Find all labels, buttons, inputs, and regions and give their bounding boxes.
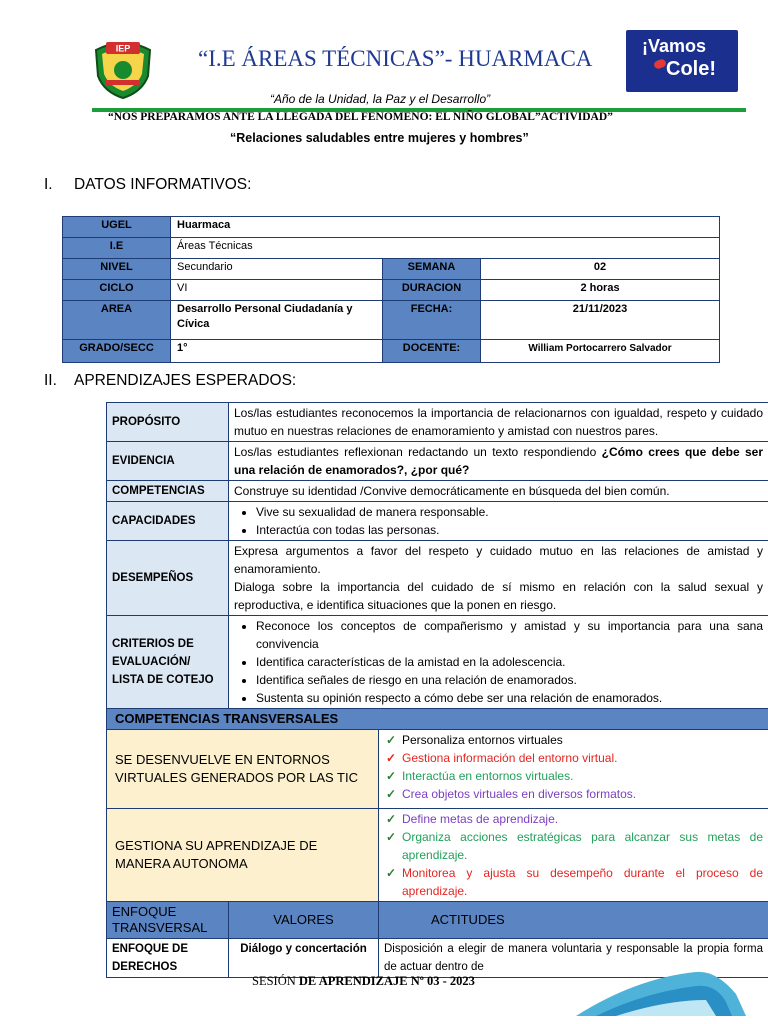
- autonomous-competency-items: [379, 809, 768, 902]
- list-item: [386, 810, 763, 828]
- checkmark-icon: ✓: [386, 769, 397, 783]
- year-motto: “Año de la Unidad, la Paz y el Desarrollo”: [270, 92, 491, 106]
- desempenos-value: [229, 541, 768, 616]
- section-2-heading: [44, 372, 296, 390]
- tic-competency-label: SE DESENVUELVE EN ENTORNOS VIRTUALES GENERADOS POR LAS TIC: [107, 730, 379, 809]
- competencias-transversales-band: COMPETENCIAS TRANSVERSALES: [107, 709, 768, 730]
- tic-item-text: Interactúa en entornos virtuales.: [402, 769, 574, 783]
- ciclo-value: VI: [171, 280, 383, 301]
- list-item: • Interactúa con todas las personas.: [256, 521, 763, 539]
- fecha-value: 21/11/2023: [481, 301, 720, 340]
- footer-prefix: SESIÓN: [252, 974, 299, 988]
- desempenos-label: DESEMPEÑOS: [107, 541, 229, 616]
- auto-item-text: Organiza acciones estratégicas para alcanzar sus metas de aprendizaje.: [402, 830, 764, 862]
- table-row: [63, 238, 720, 259]
- checkmark-icon: ✓: [386, 830, 397, 844]
- table-row: [107, 442, 768, 481]
- tic-item-text: Gestiona información del entorno virtual.: [402, 751, 618, 765]
- criterios-label-line: EVALUACIÓN/: [112, 656, 191, 668]
- checkmark-icon: ✓: [386, 866, 397, 880]
- table-row: [107, 481, 768, 502]
- criterios-value: [229, 616, 768, 709]
- enfoque-value: ENFOQUE DE DERECHOS: [107, 939, 229, 978]
- semana-value: 02: [481, 259, 720, 280]
- list-item: • Vive su sexualidad de manera responsable.: [256, 503, 763, 521]
- vamos-al-cole-logo: [626, 30, 738, 92]
- fecha-label: FECHA:: [383, 301, 481, 340]
- ie-label: I.E: [63, 238, 171, 259]
- section-2-number: II.: [44, 372, 57, 389]
- competencias-value: Construye su identidad /Convive democráticamente en búsqueda del bien común.: [229, 481, 768, 502]
- table-row: [107, 403, 768, 442]
- section-1-heading: [44, 176, 251, 194]
- table-row: [107, 809, 768, 902]
- table-row: [63, 259, 720, 280]
- ugel-label: UGEL: [63, 217, 171, 238]
- nivel-label: NIVEL: [63, 259, 171, 280]
- table-row: [63, 280, 720, 301]
- list-item: [386, 864, 764, 900]
- list-item: • Reconoce los conceptos de compañerismo y amistad y su importancia para una sana convivencia: [256, 617, 763, 653]
- table-row: [107, 730, 768, 809]
- ugel-value: Huarmaca: [171, 217, 720, 238]
- grado-value: 1°: [171, 340, 383, 363]
- table-row: [107, 616, 768, 709]
- list-item: [386, 828, 764, 864]
- evidencia-label: EVIDENCIA: [107, 442, 229, 481]
- autonomous-competency-label: GESTIONA SU APRENDIZAJE DE MANERA AUTONOMA: [107, 809, 379, 902]
- tic-list: [384, 731, 763, 803]
- mountain-decoration-icon: [576, 968, 746, 1018]
- vamos-logo-line2: Cole!: [666, 58, 716, 80]
- list-item: • Identifica características de la amistad en la adolescencia.: [256, 653, 763, 671]
- autonomous-list: [384, 810, 763, 900]
- crest-text: IEP: [115, 43, 131, 54]
- auto-item-text: Define metas de aprendizaje.: [402, 812, 559, 826]
- criterios-label-line: CRITERIOS DE: [112, 638, 194, 650]
- activity-subtitle: “Relaciones saludables entre mujeres y hombres”: [230, 131, 529, 145]
- ciclo-label: CICLO: [63, 280, 171, 301]
- table-row: [107, 541, 768, 616]
- tic-item-text: Personaliza entornos virtuales: [402, 733, 563, 747]
- ie-value: Áreas Técnicas: [171, 238, 720, 259]
- info-table: [62, 216, 720, 363]
- proposito-label: PROPÓSITO: [107, 403, 229, 442]
- docente-label: DOCENTE:: [383, 340, 481, 363]
- criterios-label: [107, 616, 229, 709]
- docente-value: William Portocarrero Salvador: [481, 340, 720, 363]
- nivel-value: Secundario: [171, 259, 383, 280]
- list-item: [386, 785, 763, 803]
- list-item: [386, 731, 763, 749]
- section-2-title: APRENDIZAJES ESPERADOS:: [74, 372, 297, 389]
- list-item: [386, 749, 763, 767]
- semana-label: SEMANA: [383, 259, 481, 280]
- table-row: [107, 709, 768, 730]
- area-value: Desarrollo Personal Ciudadanía y Cívica: [171, 301, 383, 340]
- capacidades-value: [229, 502, 768, 541]
- valores-column-header: VALORES: [229, 902, 379, 939]
- list-item: [386, 767, 763, 785]
- criterios-label-line: LISTA DE COTEJO: [112, 674, 214, 686]
- auto-item-text: Monitorea y ajusta su desempeño durante el proceso de aprendizaje.: [402, 866, 764, 898]
- school-crest-logo: [92, 36, 154, 100]
- evidencia-question: ¿Cómo crees que debe ser una relación de enamorados?, ¿por qué?: [234, 445, 764, 477]
- actitudes-column-header: ACTITUDES: [379, 902, 768, 939]
- desempeno-1: Expresa argumentos a favor del respeto y cuidado mutuo en las relaciones de amistad y enamoramiento.: [234, 544, 764, 576]
- proposito-value: Los/las estudiantes reconocemos la importancia de relacionarnos con igualdad, respeto y cuidado mutuo en nuestras relaciones de enamoramiento y amistad con nuestros pares.: [229, 403, 768, 442]
- list-item: • Identifica señales de riesgo en una relación de enamorados.: [256, 671, 763, 689]
- table-row: [63, 340, 720, 363]
- checkmark-icon: ✓: [386, 787, 397, 801]
- checkmark-icon: ✓: [386, 751, 397, 765]
- area-label: AREA: [63, 301, 171, 340]
- evidencia-value: [229, 442, 768, 481]
- table-row: [63, 301, 720, 340]
- footer-session-number: DE APRENDIZAJE Nº 03 - 2023: [298, 974, 475, 988]
- criterios-list: [234, 617, 763, 707]
- section-1-title: DATOS INFORMATIVOS:: [74, 176, 252, 193]
- enfoque-column-header: ENFOQUE TRANSVERSAL: [107, 902, 229, 939]
- checkmark-icon: ✓: [386, 812, 397, 826]
- grado-label: GRADO/SECC: [63, 340, 171, 363]
- desempeno-2: Dialoga sobre la importancia del cuidado de sí mismo en relación con la salud sexual y reproductiva, e identifica situaciones que la ponen en riesgo.: [234, 580, 764, 612]
- evidencia-text: Los/las estudiantes reflexionan redactando un texto respondiendo: [234, 445, 602, 459]
- table-row: [107, 902, 768, 939]
- activity-title: “NOS PREPARAMOS ANTE LA LLEGADA DEL FENOMENO: EL NIÑO GLOBAL”ACTIVIDAD”: [108, 111, 613, 123]
- table-row: [107, 502, 768, 541]
- capacidades-list: [234, 503, 763, 539]
- duracion-value: 2 horas: [481, 280, 720, 301]
- valor-value: Diálogo y concertación: [229, 939, 379, 978]
- vamos-logo-line1: ¡Vamos: [642, 36, 707, 56]
- section-1-number: I.: [44, 176, 53, 193]
- actitud-value: Disposición a elegir de manera voluntaria y responsable la propia forma de actuar dentro de: [379, 939, 768, 978]
- tic-competency-items: [379, 730, 768, 809]
- logo-swoosh-icon: [653, 58, 667, 70]
- list-item: • Sustenta su opinión respecto a cómo debe ser una relación de enamorados.: [256, 689, 763, 707]
- duracion-label: DURACION: [383, 280, 481, 301]
- table-row: [63, 217, 720, 238]
- school-name: “I.E ÁREAS TÉCNICAS”- HUARMACA: [198, 46, 593, 71]
- competencias-label: COMPETENCIAS: [107, 481, 229, 502]
- footer-session-label: [252, 974, 475, 989]
- learning-table: [106, 402, 768, 978]
- checkmark-icon: ✓: [386, 733, 397, 747]
- tic-item-text: Crea objetos virtuales en diversos formatos.: [402, 787, 637, 801]
- capacidades-label: CAPACIDADES: [107, 502, 229, 541]
